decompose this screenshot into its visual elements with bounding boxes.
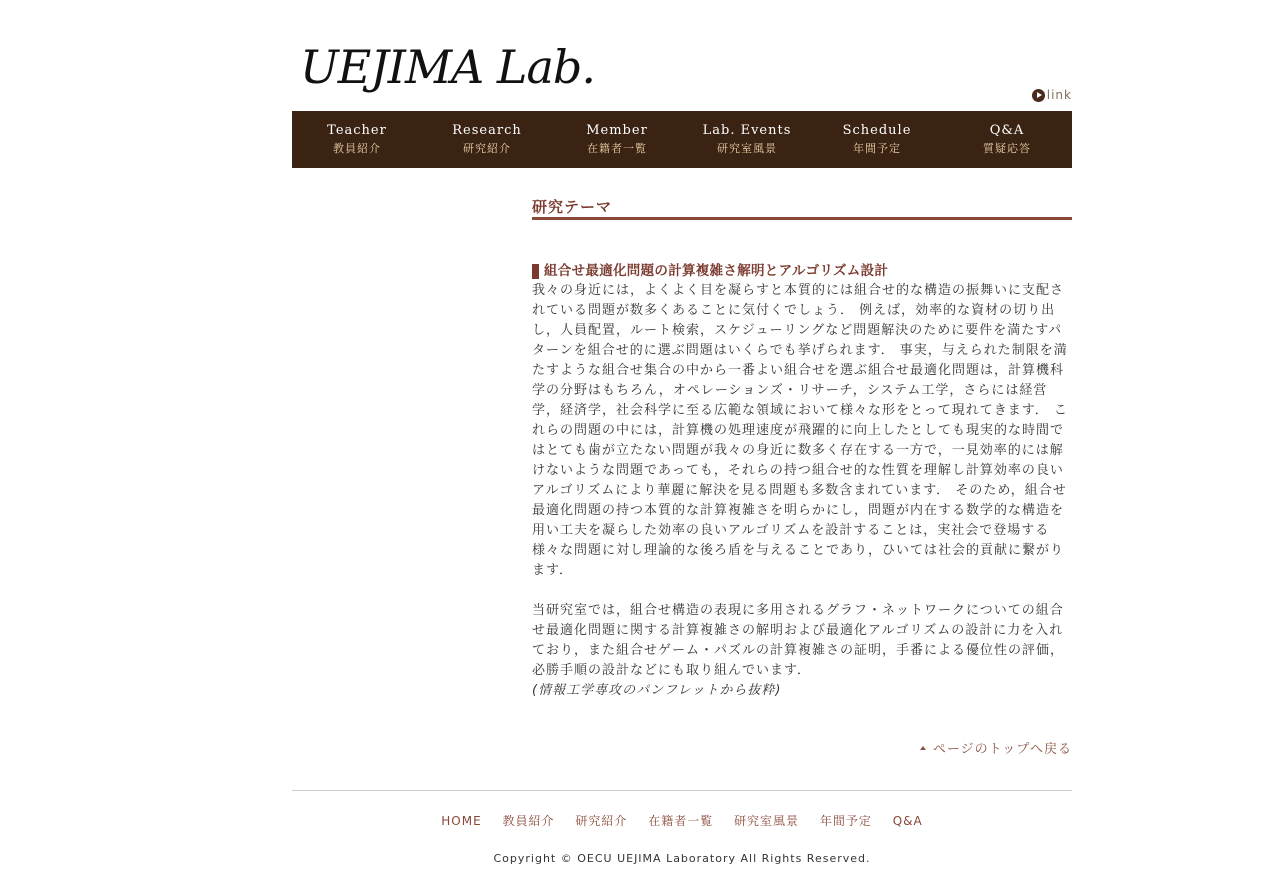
nav-label-ja: 年間予定 [853,142,901,155]
nav-label-ja: 質疑応答 [983,142,1031,155]
play-circle-icon [1032,89,1045,102]
research-paragraph-2: 当研究室では，組合せ構造の表現に多用されるグラフ・ネットワークについての組合せ最適化問題に関する計算複雑さの解明および最適化アルゴリズムの設計に力を入れており，また組合せゲーム・パズルの計算複雑さの証明，手番による優位性の評価，必勝手順の設計などにも取り組んでいます． [532,603,1065,678]
footer-link-home[interactable]: HOME [441,814,482,828]
footer-link-research[interactable]: 研究紹介 [575,814,628,828]
back-to-top-link[interactable] [920,738,1072,757]
nav-label-ja: 研究紹介 [463,142,511,155]
page [292,0,1072,874]
nav-label-ja: 研究室風景 [717,142,777,155]
footer-link-teacher[interactable]: 教員紹介 [502,814,555,828]
nav-item-member[interactable] [552,111,682,168]
nav-label-en: Teacher [327,123,387,138]
nav-label-en: Member [586,123,648,138]
heading-marker-icon [532,264,539,279]
header [292,0,1072,111]
nav-label-en: Lab. Events [702,123,792,138]
source-note: (情報工学専攻のパンフレットから抜粋) [532,683,782,698]
footer-link-schedule[interactable]: 年間予定 [819,814,872,828]
footer-link-lab-events[interactable]: 研究室風景 [734,814,800,828]
back-to-top-label[interactable]: ページのトップへ戻る [932,742,1072,757]
nav-item-lab-events[interactable] [682,111,812,168]
link-button[interactable] [1032,88,1072,102]
research-paragraph-1: 我々の身近には，よくよく目を凝らすと本質的には組合せ的な構造の振舞いに支配されている問題が数多くあることに気付くでしょう． 例えば，効率的な資材の切り出し，人員配置，ルート検索，スケジューリングなど問題解決のために要件を満たすパターンを組合せ的に選ぶ問題はいくらでも挙げられます． 事実，与えられた制限を満たすような組合せ集合の中から一番よい組合せを選ぶ組合せ最適化問題は，計算機科学の分野はもちろん，オペレーションズ・リサーチ，システム工学，さらには経営学，経済学，社会科学に至る広範な領域において様々な形をとって現れてきます． これらの問題の中には，計算機の処理速度が飛躍的に向上したとしても現実的な時間ではとても歯が立たない問題が我々の身近に数多く存在する一方で，一見効率的には解けないような問題であっても，それらの持つ組合せ的な性質を理解し計算効率の良いアルゴリズムにより華麗に解決を見る問題も多数含まれています． そのため，組合せ最適化問題の持つ本質的な計算複雑さを明らかにし，問題が内在する数学的な構造を用い工夫を凝らした効率の良いアルゴリズムを設計することは，実社会で登場する様々な問題に対し理論的な後ろ盾を与えることであり，ひいては社会的貢献に繋がります． [532,283,1068,578]
section-title: 研究テーマ [532,198,1072,220]
nav-label-ja: 教員紹介 [333,142,381,155]
copyright: Copyright © OECU UEJIMA Laboratory All Rights Reserved. [493,852,871,865]
nav-label-en: Research [452,123,522,138]
nav-label-en: Schedule [842,123,912,138]
main-nav [292,111,1072,168]
nav-item-qa[interactable] [942,111,1072,168]
nav-label-ja: 在籍者一覧 [587,142,647,155]
site-logo[interactable]: UEJIMA Lab. [300,40,595,94]
sub-heading [532,263,1072,279]
sub-heading-text: 組合せ最適化問題の計算複雑さ解明とアルゴリズム設計 [544,263,889,279]
footer-link-qa[interactable]: Q&A [892,814,923,828]
footer-link-member[interactable]: 在籍者一覧 [648,814,714,828]
nav-item-teacher[interactable] [292,111,422,168]
footer-nav [292,812,1072,829]
nav-item-schedule[interactable] [812,111,942,168]
arrow-up-icon [920,746,926,750]
nav-item-research[interactable] [422,111,552,168]
footer-divider [292,790,1072,791]
link-label[interactable]: link [1046,88,1072,102]
main-content [532,198,1072,701]
nav-label-en: Q&A [989,123,1025,138]
